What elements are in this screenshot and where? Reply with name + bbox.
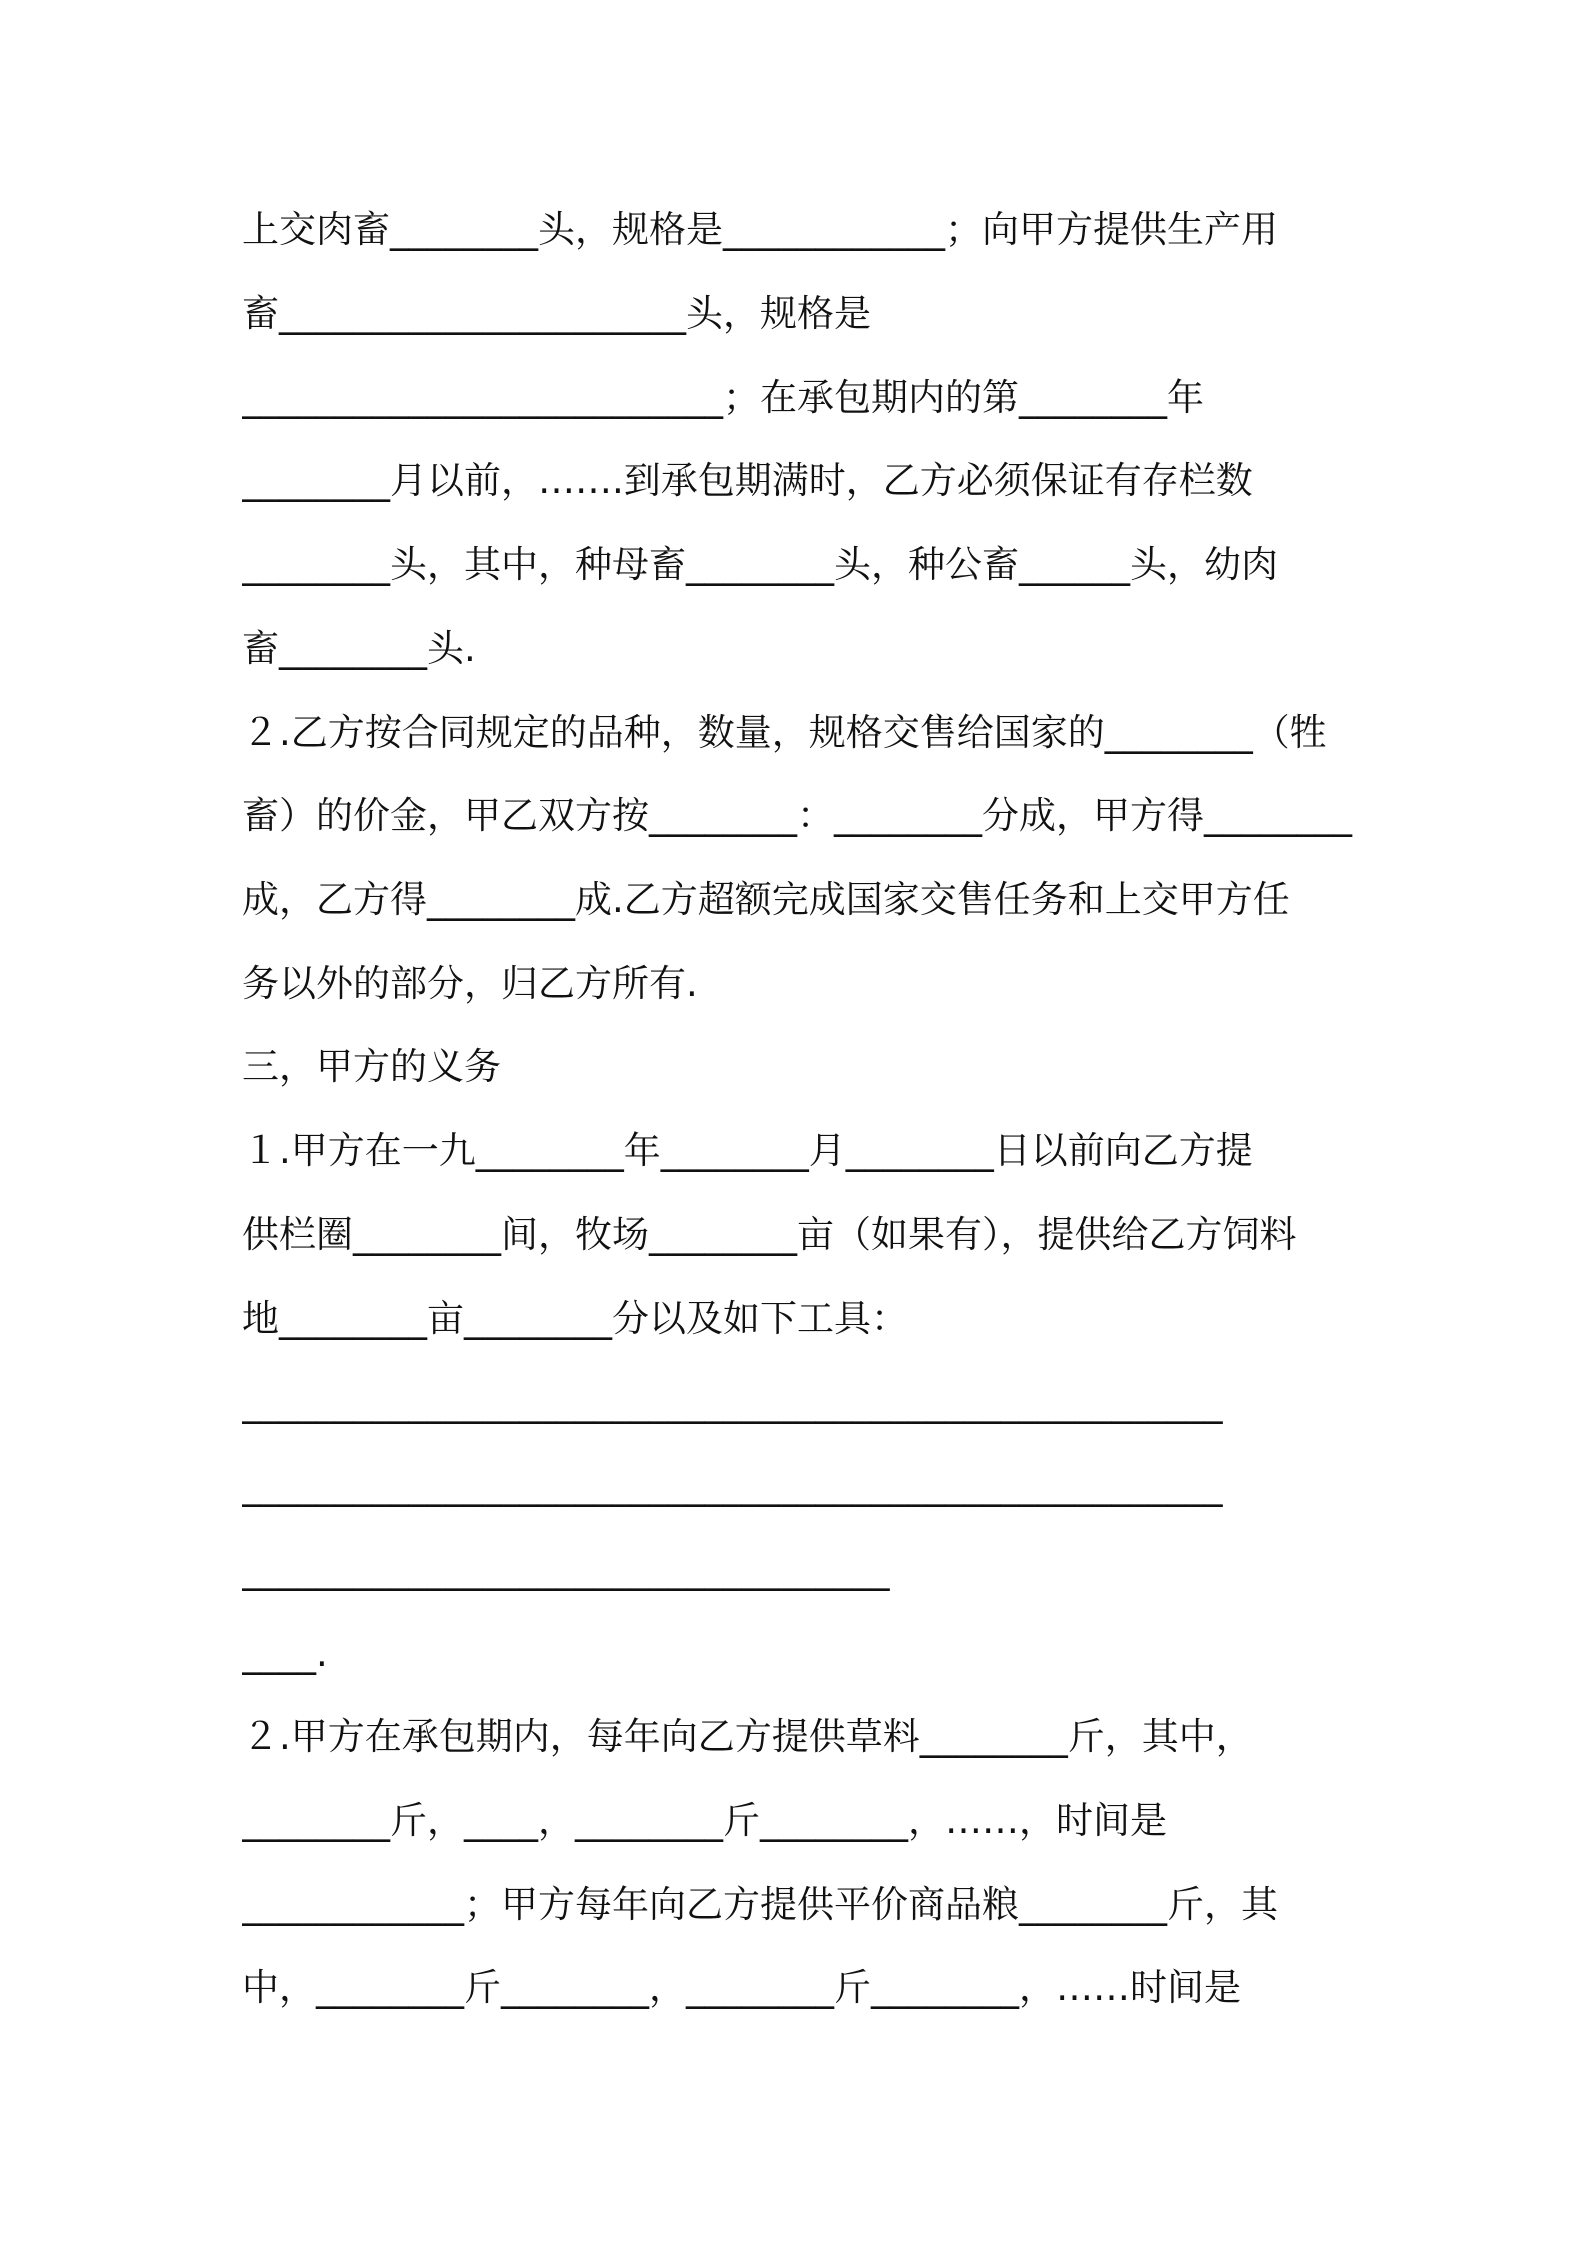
- text-line: 中，________斤________，________斤________，……时间是: [242, 1966, 1241, 2009]
- text-line: ____________；甲方每年向乙方提供平价商品粮________斤，其: [242, 1883, 1278, 1926]
- text-line: 畜______________________头，规格是: [242, 292, 871, 335]
- text-line: 务以外的部分，归乙方所有.: [242, 962, 698, 1005]
- blank-fill-line: _____________________________________________________: [242, 1381, 1223, 1424]
- text-line: __________________________；在承包期内的第________年: [242, 376, 1204, 419]
- text-line: 畜）的价金，甲乙双方按________：________分成，甲方得________: [242, 794, 1352, 837]
- text-line: ________月以前，…….到承包期满时，乙方必须保证有存栏数: [242, 459, 1253, 502]
- text-line: 地________亩________分以及如下工具：: [242, 1297, 908, 1340]
- text-line: ２.甲方在承包期内，每年向乙方提供草料________斤，其中，: [242, 1715, 1253, 1758]
- text-line: １.甲方在一九________年________月________日以前向乙方提: [242, 1129, 1253, 1172]
- text-line: 畜________头.: [242, 627, 476, 670]
- section-heading: 三，甲方的义务: [242, 1045, 501, 1088]
- text-line: 供栏圈________间，牧场________亩（如果有），提供给乙方饲料: [242, 1213, 1297, 1256]
- text-line: 成，乙方得________成.乙方超额完成国家交售任务和上交甲方任: [242, 878, 1290, 921]
- blank-fill-line: _____________________________________________________: [242, 1464, 1223, 1507]
- text-line: ________头，其中，种母畜________头，种公畜______头，幼肉: [242, 543, 1278, 586]
- text-line: ________斤，____，________斤________，……，时间是: [242, 1799, 1167, 1842]
- text-line: 上交肉畜________头，规格是____________；向甲方提供生产用: [242, 208, 1278, 251]
- blank-fill-line: ___________________________________: [242, 1548, 890, 1591]
- blank-fill-line: ____.: [242, 1632, 328, 1675]
- text-line: ２.乙方按合同规定的品种，数量，规格交售给国家的________（牲: [242, 711, 1327, 754]
